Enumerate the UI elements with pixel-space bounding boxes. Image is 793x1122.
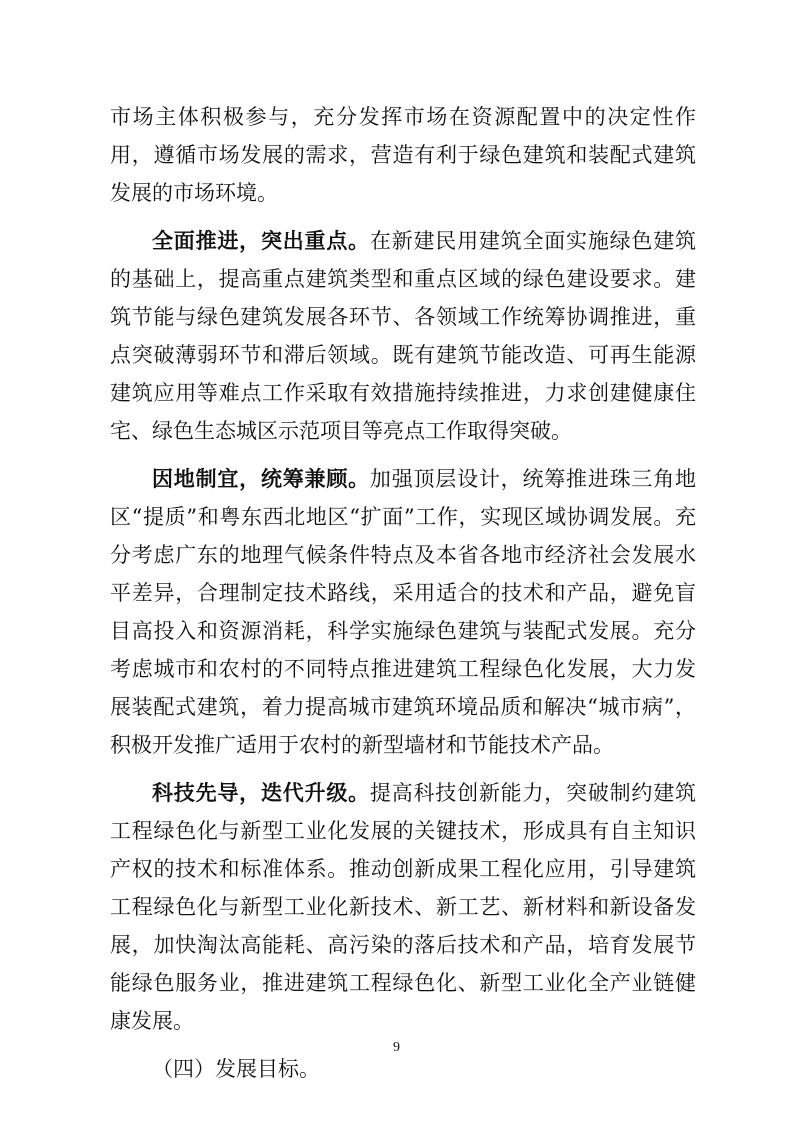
body-text (110, 98, 696, 1098)
paragraph-technology-leading (110, 774, 696, 1040)
paragraph-heading: 全面推进，突出重点。 (152, 228, 370, 253)
paragraph-continuation (110, 98, 696, 212)
paragraph-text: 市场主体积极参与，充分发挥市场在资源配置中的决定性作用，遵循市场发展的需求，营造有利于绿色建筑和装配式建筑发展的市场环境。 (110, 105, 696, 205)
paragraph-text: 在新建民用建筑全面实施绿色建筑的基础上，提高重点建筑类型和重点区域的绿色建设要求。建筑节能与绿色建筑发展各环节、各领域工作统筹协调推进，重点突破薄弱环节和滞后领域。既有建筑节能改造、可再生能源建筑应用等难点工作采取有效措施持续推进，力求创建健康住宅、绿色生态城区示范项目等亮点工作取得突破。 (110, 229, 697, 443)
paragraph-comprehensive-advance (110, 222, 696, 450)
paragraph-heading: 因地制宜，统筹兼顾。 (152, 466, 370, 491)
paragraph-text: 提高科技创新能力，突破制约建筑工程绿色化与新型工业化发展的关键技术，形成具有自主知识产权的技术和标准体系。推动创新成果工程化应用，引导建筑工程绿色化与新型工业化新技术、新工艺、新材料和新设备发展，加快淘汰高能耗、高污染的落后技术和产品，培育发展节能绿色服务业，推进建筑工程绿色化、新型工业化全产业链健康发展。 (110, 781, 697, 1033)
page-number: 9 (393, 1040, 400, 1055)
paragraph-text: 加强顶层设计，统筹推进珠三角地区“提质”和粤东西北地区“扩面”工作，实现区域协调发展。充分考虑广东的地理气候条件特点及本省各地市经济社会发展水平差异，合理制定技术路线，采用适合的技术和产品，避免盲目高投入和资源消耗，科学实施绿色建筑与装配式发展。充分考虑城市和农村的不同特点推进建筑工程绿色化发展，大力发展装配式建筑，着力提高城市建筑环境品质和解决“城市病”，积极开发推广适用于农村的新型墙材和节能技术产品。 (110, 467, 697, 757)
paragraph-heading: 科技先导，迭代升级。 (152, 780, 370, 805)
paragraph-text: （四）发展目标。 (152, 1057, 320, 1081)
paragraph-local-conditions (110, 460, 696, 764)
